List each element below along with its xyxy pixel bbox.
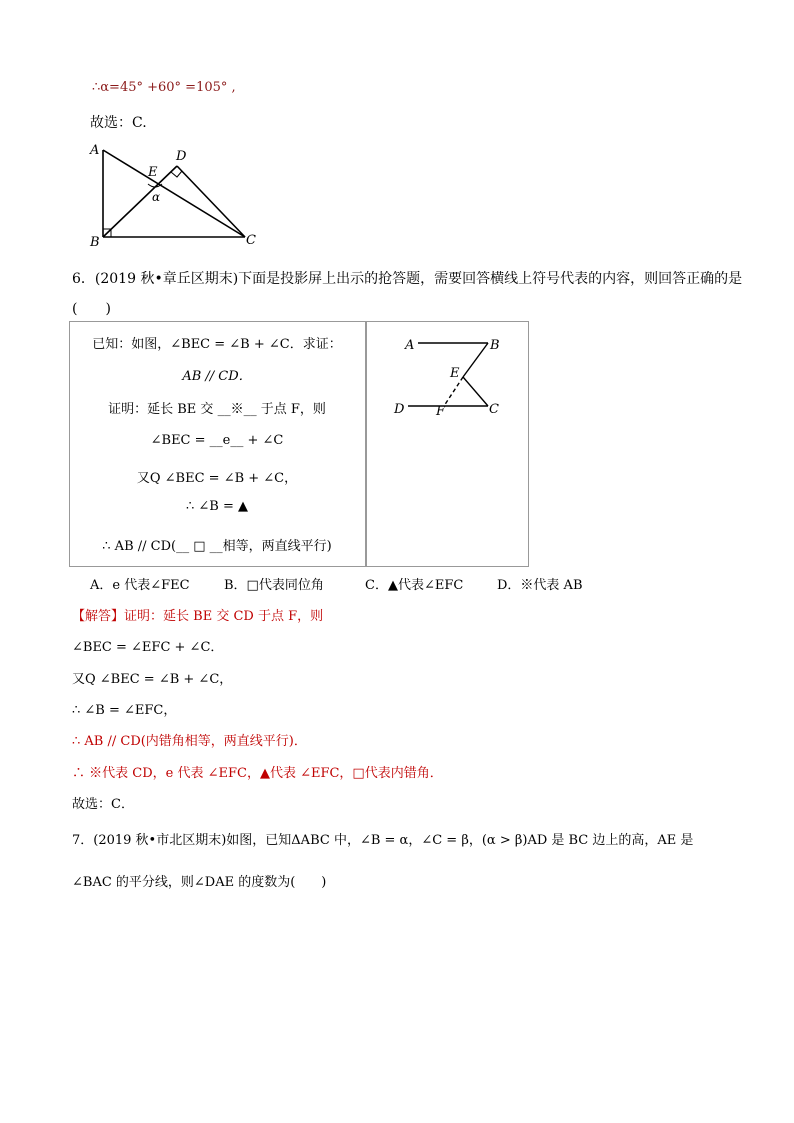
triangle-figure [82, 140, 272, 252]
prev-answer-line1: ∴α=45° +60° =105° , [92, 80, 236, 95]
label-B: B [90, 235, 100, 250]
q6-stem-line1: 6．(2019 秋•章丘区期末)下面是投影屏上出示的抢答题，需要回答横线上符号代表的内容，则回答正确的是 [72, 271, 743, 287]
solution-line5: ∴ AB // CD(内错角相等，两直线平行)． [72, 734, 307, 749]
fig-label-C: C [489, 402, 499, 417]
solution-line4: ∴ ∠B = ∠EFC， [72, 703, 177, 718]
solution-line6: ∴ ※代表 CD，e 代表 ∠EFC，▲代表 ∠EFC，□代表内错角． [72, 766, 443, 781]
label-D: D [176, 149, 187, 164]
fig-label-B: B [490, 338, 500, 353]
fig-label-E: E [450, 366, 460, 381]
fig-label-D: D [394, 402, 405, 417]
fig-label-A: A [405, 338, 415, 353]
label-E: E [148, 165, 158, 180]
proof-line4: ∴ ∠B = ▲ [185, 499, 248, 514]
label-A: A [90, 143, 100, 158]
fig-label-F: F [436, 404, 446, 419]
proof-given: 已知：如图，∠BEC = ∠B + ∠C．求证： [92, 337, 342, 352]
q7-line2: ∠BAC 的平分线，则∠DAE 的度数为( ) [72, 875, 327, 890]
option-d: D．※代表 AB [497, 578, 583, 593]
solution-line7: 故选：C． [72, 797, 134, 812]
solution-line3: 又Q ∠BEC = ∠B + ∠C， [72, 672, 233, 687]
solution-line1 [72, 605, 323, 624]
proof-line3: 又Q ∠BEC = ∠B + ∠C， [136, 471, 298, 486]
solution-line1-text: 证明：延长 BE 交 CD 于点 F，则 [124, 609, 324, 624]
solution-line2: ∠BEC = ∠EFC + ∠C． [72, 640, 224, 655]
proof-line2: ∠BEC = __e__ + ∠C [150, 433, 284, 448]
proof-to-prove: AB // CD． [182, 369, 252, 384]
q6-stem-line2: ( ) [72, 301, 111, 317]
proof-line1: 证明：延长 BE 交 __※__ 于点 F，则 [108, 402, 326, 417]
label-C: C [246, 233, 256, 248]
option-a: A．e 代表∠FEC [90, 578, 190, 593]
proof-line5: ∴ AB // CD(__ □ __相等，两直线平行) [102, 539, 332, 554]
solution-tag: 【解答】 [72, 609, 125, 624]
q7-line1: 7．(2019 秋•市北区期末)如图，已知ΔABC 中，∠B = α，∠C = β，(α > β)AD 是 BC 边上的高，AE 是 [72, 833, 694, 848]
option-c: C．▲代表∠EFC [365, 578, 464, 593]
option-b: B．□代表同位角 [224, 578, 324, 593]
parallel-lines-figure [366, 322, 526, 564]
prev-answer-line2: 故选：C. [90, 115, 147, 131]
label-alpha: α [152, 190, 161, 204]
